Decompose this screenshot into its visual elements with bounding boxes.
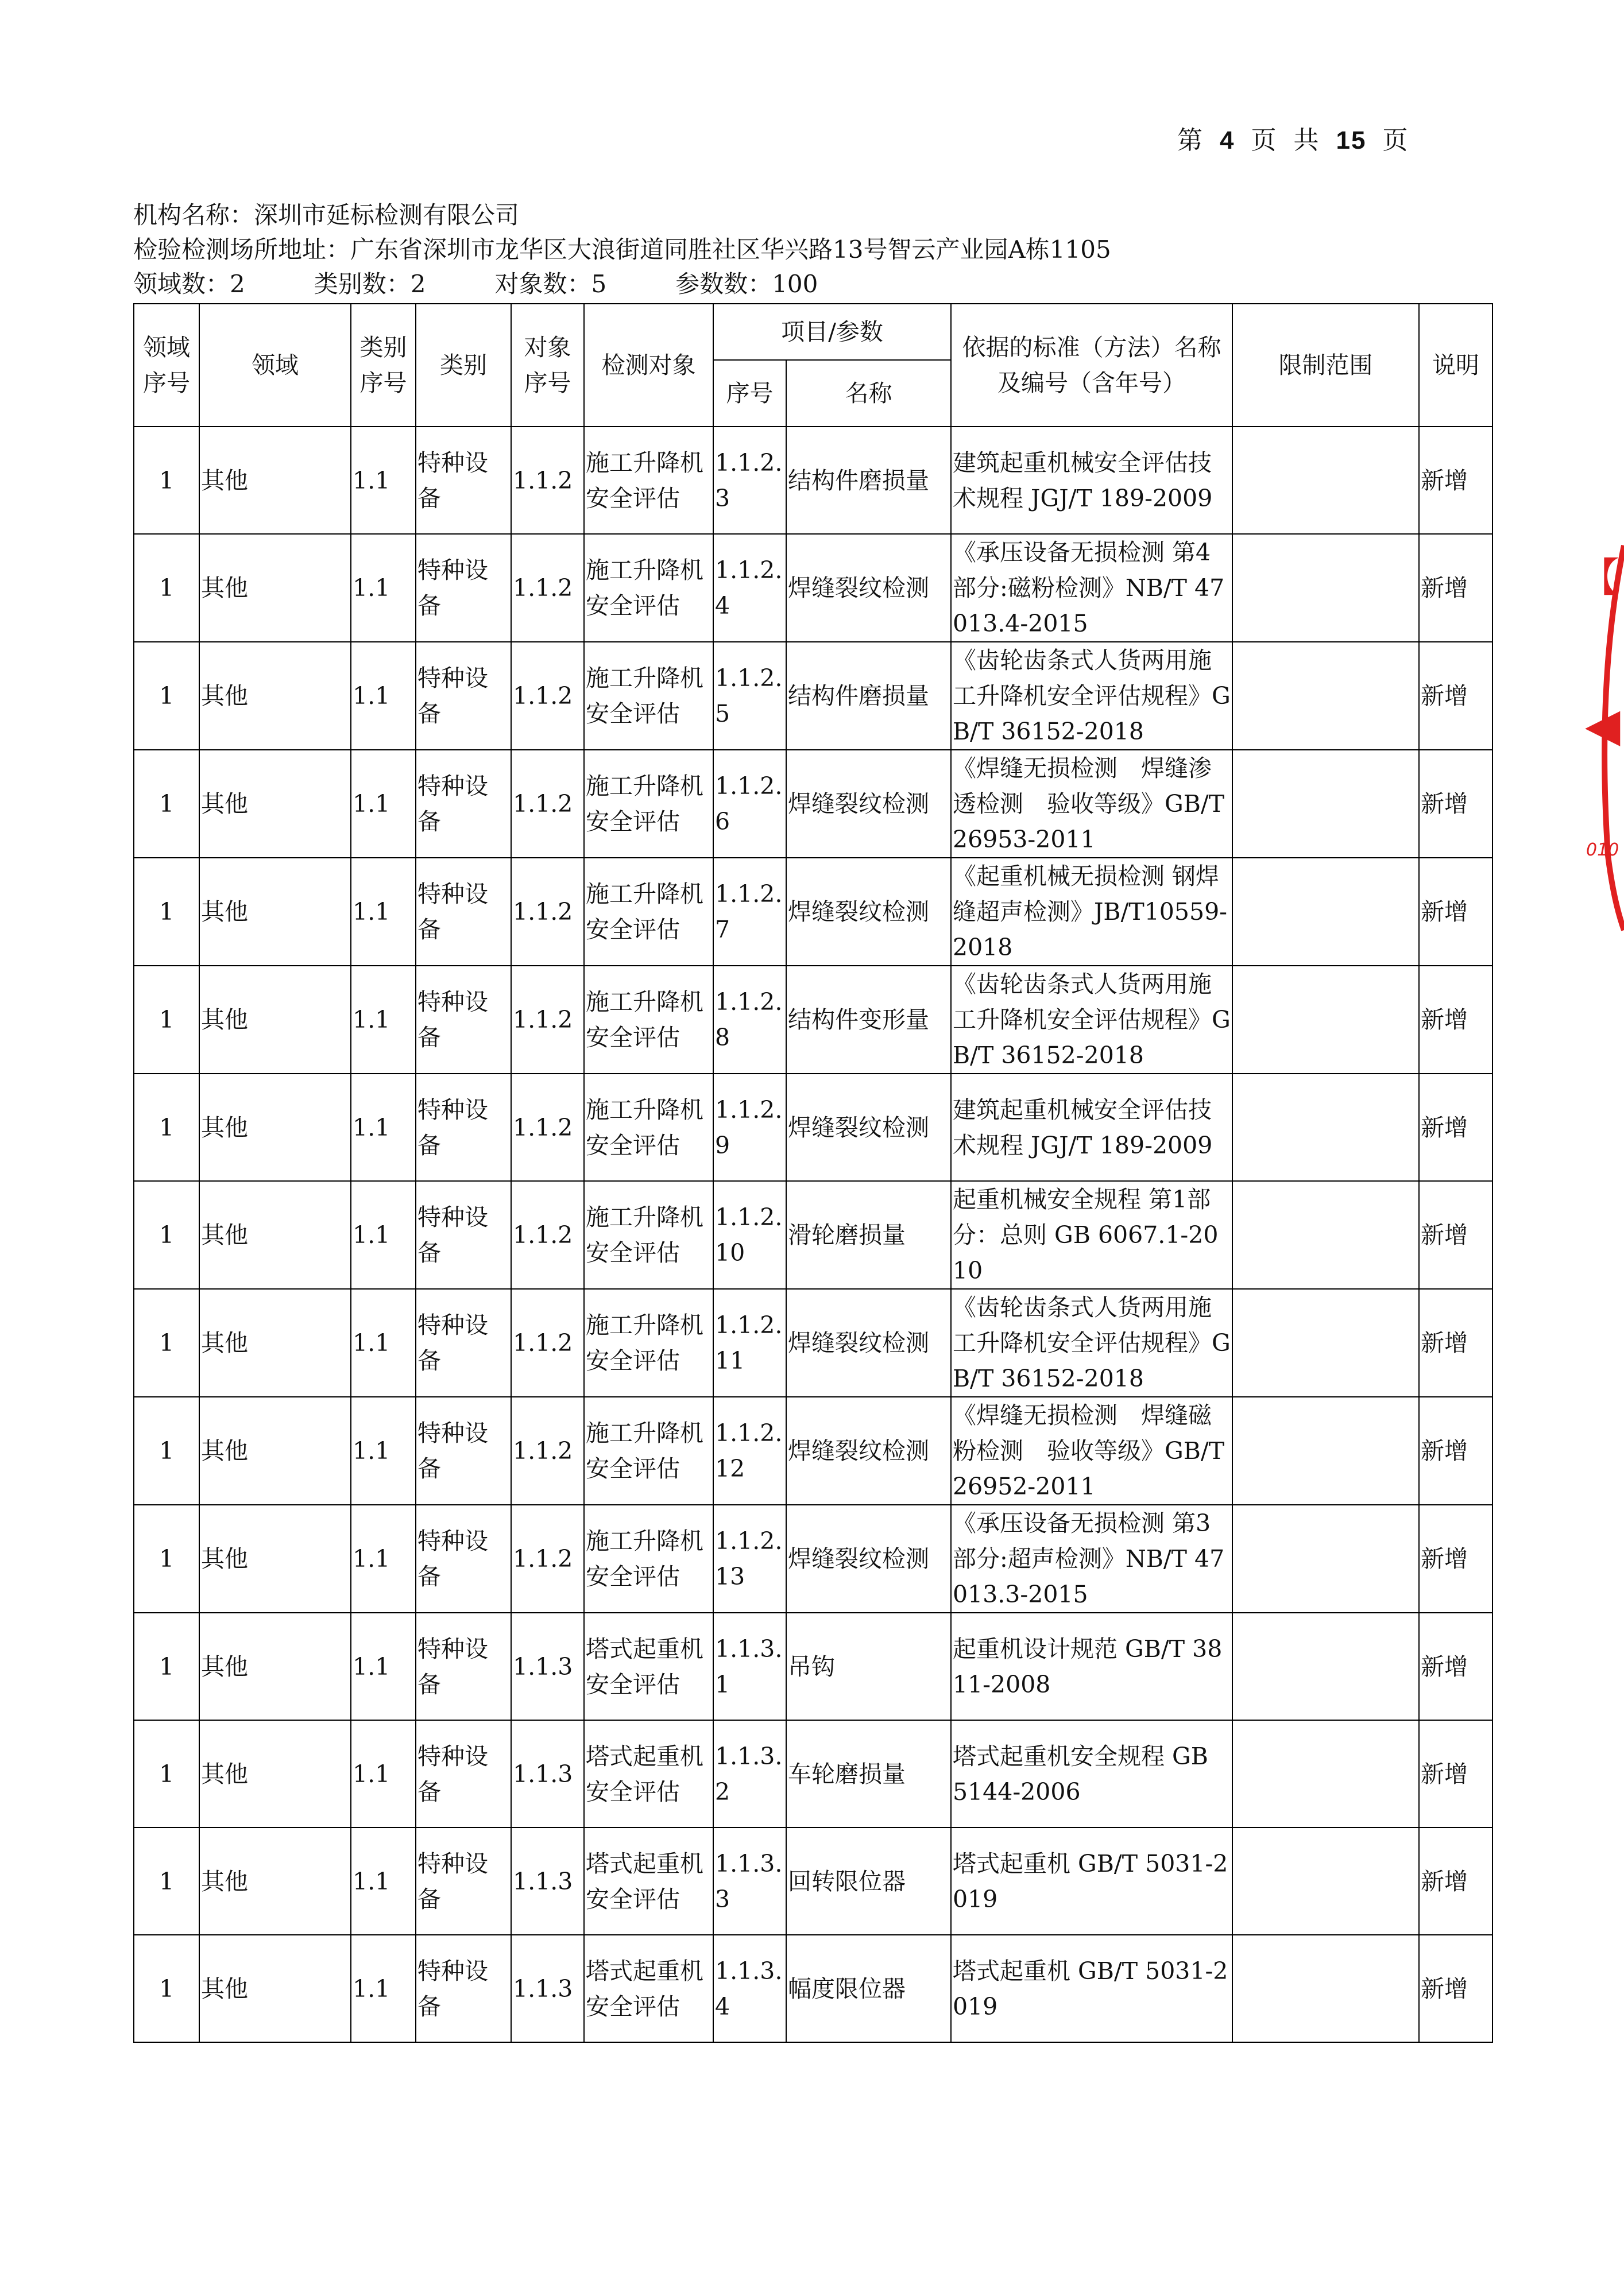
header-object: 检测对象 [584,304,713,427]
header-domain: 领域 [199,304,351,427]
cell-note: 新增 [1419,427,1492,534]
cell-item-name: 焊缝裂纹检测 [786,1289,951,1397]
cell-domain-no: 1 [134,1935,199,2042]
counts-line [133,267,1111,301]
cell-standard: 《承压设备无损检测 第3部分:超声检测》NB/T 47013.3-2015 [951,1505,1232,1613]
cell-object-no: 1.1.2 [511,966,584,1074]
red-seal-graphic [1573,534,1624,936]
cell-object: 施工升降机安全评估 [584,858,713,966]
cell-object-no: 1.1.3 [511,1827,584,1935]
page-prefix: 第 [1177,126,1204,155]
cell-domain: 其他 [199,1505,351,1613]
cell-object: 施工升降机安全评估 [584,1289,713,1397]
cell-object-no: 1.1.3 [511,1720,584,1827]
cell-limit [1232,1074,1419,1181]
cell-limit [1232,642,1419,750]
cell-standard: 《齿轮齿条式人货两用施工升降机安全评估规程》GB/T 36152-2018 [951,642,1232,750]
cell-standard: 起重机械安全规程 第1部分：总则 GB 6067.1-2010 [951,1181,1232,1289]
cell-item-name: 吊钩 [786,1613,951,1720]
cell-standard: 塔式起重机 GB/T 5031-2019 [951,1827,1232,1935]
cell-object: 塔式起重机安全评估 [584,1935,713,2042]
table-row [134,966,1492,1074]
cell-note: 新增 [1419,966,1492,1074]
cell-item-name: 滑轮磨损量 [786,1181,951,1289]
cell-limit [1232,966,1419,1074]
cell-object: 施工升降机安全评估 [584,642,713,750]
table-row [134,1397,1492,1505]
cell-standard: 塔式起重机 GB/T 5031-2019 [951,1935,1232,2042]
cell-category: 特种设备 [416,858,511,966]
cell-domain-no: 1 [134,1181,199,1289]
table-body [134,427,1492,2042]
cell-object-no: 1.1.2 [511,534,584,642]
cell-item-name: 结构件磨损量 [786,642,951,750]
cell-item-no: 1.1.2.10 [713,1181,786,1289]
cell-category-no: 1.1 [351,1505,416,1613]
cell-note: 新增 [1419,1397,1492,1505]
header-limit: 限制范围 [1232,304,1419,427]
cell-category: 特种设备 [416,1397,511,1505]
cell-object: 塔式起重机安全评估 [584,1720,713,1827]
cell-object: 施工升降机安全评估 [584,1505,713,1613]
cell-item-name: 车轮磨损量 [786,1720,951,1827]
table-row [134,1827,1492,1935]
cell-item-no: 1.1.2.3 [713,427,786,534]
cell-domain: 其他 [199,1613,351,1720]
cell-domain-no: 1 [134,1505,199,1613]
cell-domain-no: 1 [134,1289,199,1397]
header-category-no: 类别序号 [351,304,416,427]
cell-object-no: 1.1.2 [511,858,584,966]
seal-bracket-glyph: 【 [1579,554,1619,601]
header-category: 类别 [416,304,511,427]
cell-category: 特种设备 [416,1935,511,2042]
cell-category-no: 1.1 [351,427,416,534]
cell-domain-no: 1 [134,750,199,858]
cell-item-name: 焊缝裂纹检测 [786,1397,951,1505]
institution-address: 检验检测场所地址：广东省深圳市龙华区大浪街道同胜社区华兴路13号智云产业园A栋1105 [133,235,1111,264]
cell-category-no: 1.1 [351,534,416,642]
cell-note: 新增 [1419,858,1492,966]
cell-domain: 其他 [199,642,351,750]
cell-limit [1232,1505,1419,1613]
cell-object-no: 1.1.2 [511,750,584,858]
cell-item-no: 1.1.2.5 [713,642,786,750]
cell-domain-no: 1 [134,1397,199,1505]
cell-item-no: 1.1.2.6 [713,750,786,858]
cell-domain-no: 1 [134,1074,199,1181]
cell-item-no: 1.1.3.4 [713,1935,786,2042]
cell-object: 施工升降机安全评估 [584,427,713,534]
cell-category-no: 1.1 [351,1289,416,1397]
cell-category: 特种设备 [416,966,511,1074]
cell-note: 新增 [1419,1720,1492,1827]
cell-item-name: 回转限位器 [786,1827,951,1935]
header-note: 说明 [1419,304,1492,427]
cell-domain: 其他 [199,1935,351,2042]
institution-name: 机构名称：深圳市延标检测有限公司 [133,201,520,229]
seal-arrow-glyph: ◀ [1585,698,1621,752]
cell-note: 新增 [1419,642,1492,750]
cell-note: 新增 [1419,1289,1492,1397]
cell-item-no: 1.1.2.11 [713,1289,786,1397]
header-item-param: 项目/参数 [713,304,951,360]
cell-category-no: 1.1 [351,1613,416,1720]
cell-standard: 《齿轮齿条式人货两用施工升降机安全评估规程》GB/T 36152-2018 [951,1289,1232,1397]
cell-object-no: 1.1.3 [511,1613,584,1720]
cell-item-name: 焊缝裂纹检测 [786,534,951,642]
header-object-no: 对象序号 [511,304,584,427]
cell-item-no: 1.1.2.4 [713,534,786,642]
cell-domain-no: 1 [134,858,199,966]
current-page-number: 4 [1220,126,1235,154]
table-row [134,1289,1492,1397]
cell-note: 新增 [1419,1613,1492,1720]
cell-category-no: 1.1 [351,1720,416,1827]
cell-object: 施工升降机安全评估 [584,1181,713,1289]
cell-category: 特种设备 [416,1181,511,1289]
table-row [134,1074,1492,1181]
cell-limit [1232,1613,1419,1720]
cell-domain: 其他 [199,534,351,642]
cell-object: 塔式起重机安全评估 [584,1827,713,1935]
cell-limit [1232,750,1419,858]
cell-object-no: 1.1.2 [511,1397,584,1505]
cell-standard: 起重机设计规范 GB/T 3811-2008 [951,1613,1232,1720]
cell-domain: 其他 [199,1397,351,1505]
cell-category: 特种设备 [416,1613,511,1720]
cell-domain: 其他 [199,1181,351,1289]
capability-table [133,303,1493,2043]
cell-note: 新增 [1419,1074,1492,1181]
cell-domain: 其他 [199,750,351,858]
cell-domain: 其他 [199,966,351,1074]
cell-limit [1232,1289,1419,1397]
cell-category-no: 1.1 [351,858,416,966]
cell-standard: 建筑起重机械安全评估技术规程 JGJ/T 189-2009 [951,427,1232,534]
header-domain-no: 领域序号 [134,304,199,427]
cell-object-no: 1.1.3 [511,1935,584,2042]
cell-limit [1232,1827,1419,1935]
cell-category: 特种设备 [416,642,511,750]
cell-category: 特种设备 [416,1720,511,1827]
table-row [134,1613,1492,1720]
cell-standard: 《齿轮齿条式人货两用施工升降机安全评估规程》GB/T 36152-2018 [951,966,1232,1074]
cell-category-no: 1.1 [351,1074,416,1181]
table-row [134,1181,1492,1289]
header-item-no: 序号 [713,360,786,427]
cell-domain-no: 1 [134,1827,199,1935]
cell-object-no: 1.1.2 [511,642,584,750]
cell-category-no: 1.1 [351,1181,416,1289]
cell-domain-no: 1 [134,427,199,534]
table-row [134,858,1492,966]
cell-limit [1232,1720,1419,1827]
cell-note: 新增 [1419,1505,1492,1613]
cell-limit [1232,534,1419,642]
cell-object: 施工升降机安全评估 [584,1397,713,1505]
header-item-name: 名称 [786,360,951,427]
cell-limit [1232,858,1419,966]
cell-item-name: 焊缝裂纹检测 [786,1074,951,1181]
cell-object: 施工升降机安全评估 [584,1074,713,1181]
page-suffix: 页 [1382,126,1409,155]
cell-item-no: 1.1.3.1 [713,1613,786,1720]
cell-item-no: 1.1.2.8 [713,966,786,1074]
cell-object: 塔式起重机安全评估 [584,1613,713,1720]
cell-object: 施工升降机安全评估 [584,966,713,1074]
table-row [134,750,1492,858]
cell-domain-no: 1 [134,642,199,750]
seal-text-fragment: 010 [1586,840,1619,860]
page-word: 页 [1251,126,1278,155]
cell-item-no: 1.1.3.2 [713,1720,786,1827]
cell-domain-no: 1 [134,1720,199,1827]
table-row [134,1505,1492,1613]
cell-item-no: 1.1.2.13 [713,1505,786,1613]
cell-object-no: 1.1.2 [511,1074,584,1181]
cell-category: 特种设备 [416,1074,511,1181]
cell-object: 施工升降机安全评估 [584,750,713,858]
cell-item-name: 幅度限位器 [786,1935,951,2042]
cell-standard: 塔式起重机安全规程 GB 5144-2006 [951,1720,1232,1827]
param-count: 参数数：100 [675,270,818,298]
cell-domain: 其他 [199,1720,351,1827]
cell-item-name: 焊缝裂纹检测 [786,858,951,966]
cell-limit [1232,1181,1419,1289]
cell-item-name: 结构件磨损量 [786,427,951,534]
cell-item-no: 1.1.2.7 [713,858,786,966]
cell-limit [1232,1935,1419,2042]
total-page-number: 15 [1336,126,1367,154]
cell-category-no: 1.1 [351,1935,416,2042]
cell-standard: 《起重机械无损检测 钢焊缝超声检测》JB/T10559-2018 [951,858,1232,966]
cell-object-no: 1.1.2 [511,1181,584,1289]
cell-category: 特种设备 [416,1827,511,1935]
table-row [134,1935,1492,2042]
cell-note: 新增 [1419,1827,1492,1935]
cell-note: 新增 [1419,1935,1492,2042]
cell-standard: 《焊缝无损检测 焊缝磁粉检测 验收等级》GB/T26952-2011 [951,1397,1232,1505]
total-word: 共 [1293,126,1320,155]
cell-limit [1232,1397,1419,1505]
cell-item-name: 焊缝裂纹检测 [786,1505,951,1613]
cell-domain: 其他 [199,1827,351,1935]
cell-limit [1232,427,1419,534]
header-standard: 依据的标准（方法）名称及编号（含年号） [951,304,1232,427]
cell-domain: 其他 [199,858,351,966]
cell-category-no: 1.1 [351,750,416,858]
page-indicator [1177,119,1409,156]
cell-object-no: 1.1.2 [511,1505,584,1613]
cell-standard: 建筑起重机械安全评估技术规程 JGJ/T 189-2009 [951,1074,1232,1181]
cell-item-name: 焊缝裂纹检测 [786,750,951,858]
domain-count: 领域数：2 [133,270,245,298]
red-seal [1573,534,1624,936]
cell-object-no: 1.1.2 [511,427,584,534]
institution-info [133,198,1111,301]
cell-object: 施工升降机安全评估 [584,534,713,642]
table-row [134,534,1492,642]
cell-category: 特种设备 [416,534,511,642]
cell-domain: 其他 [199,427,351,534]
cell-standard: 《承压设备无损检测 第4部分:磁粉检测》NB/T 47013.4-2015 [951,534,1232,642]
cell-object-no: 1.1.2 [511,1289,584,1397]
cell-category-no: 1.1 [351,642,416,750]
cell-item-no: 1.1.2.9 [713,1074,786,1181]
cell-category: 特种设备 [416,750,511,858]
cell-category-no: 1.1 [351,1827,416,1935]
cell-category: 特种设备 [416,1289,511,1397]
cell-domain-no: 1 [134,966,199,1074]
cell-domain: 其他 [199,1074,351,1181]
cell-note: 新增 [1419,534,1492,642]
table-header [134,304,1492,427]
category-count: 类别数：2 [314,270,426,298]
cell-note: 新增 [1419,750,1492,858]
object-count: 对象数：5 [494,270,607,298]
cell-category-no: 1.1 [351,1397,416,1505]
cell-standard: 《焊缝无损检测 焊缝渗透检测 验收等级》GB/T26953-2011 [951,750,1232,858]
table-row [134,427,1492,534]
cell-category: 特种设备 [416,1505,511,1613]
cell-domain-no: 1 [134,1613,199,1720]
cell-note: 新增 [1419,1181,1492,1289]
cell-domain-no: 1 [134,534,199,642]
cell-item-no: 1.1.3.3 [713,1827,786,1935]
cell-category: 特种设备 [416,427,511,534]
table-row [134,1720,1492,1827]
table-row [134,642,1492,750]
cell-category-no: 1.1 [351,966,416,1074]
cell-domain: 其他 [199,1289,351,1397]
cell-item-no: 1.1.2.12 [713,1397,786,1505]
cell-item-name: 结构件变形量 [786,966,951,1074]
